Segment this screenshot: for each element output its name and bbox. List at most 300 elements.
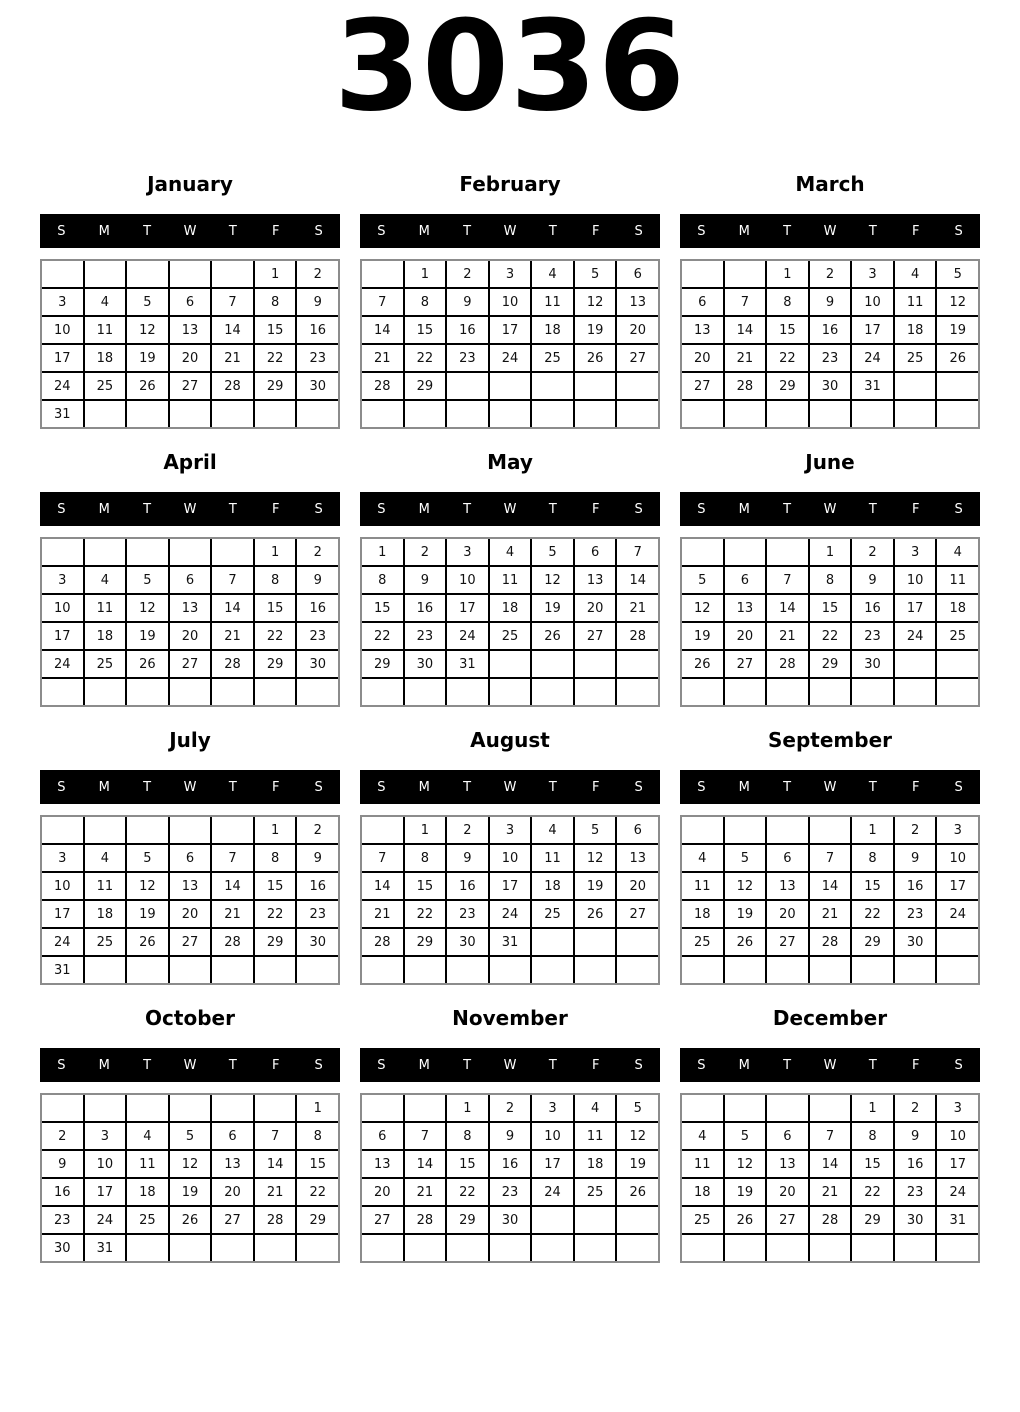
day-cell: 13 [682, 317, 723, 343]
day-cell: 12 [127, 873, 168, 899]
day-cell: 1 [447, 1095, 488, 1121]
day-cell: 15 [362, 595, 403, 621]
day-cell: 3 [42, 567, 83, 593]
day-cell: 7 [212, 845, 253, 871]
day-cell: 19 [532, 595, 573, 621]
empty-day-cell [42, 679, 83, 705]
day-cell: 23 [297, 901, 338, 927]
weekday-label: F [911, 779, 920, 795]
empty-day-cell [852, 679, 893, 705]
day-cell: 6 [170, 567, 211, 593]
day-cell: 27 [170, 929, 211, 955]
day-cell: 10 [532, 1123, 573, 1149]
weekday-header-row [680, 492, 980, 526]
weekday-label: T [868, 779, 877, 795]
day-cell: 19 [725, 1179, 766, 1205]
weekday-label: W [823, 223, 837, 239]
empty-day-cell [447, 373, 488, 399]
day-cell: 24 [490, 345, 531, 371]
empty-day-cell [617, 373, 658, 399]
weekday-label: S [634, 501, 643, 517]
empty-day-cell [937, 1235, 978, 1261]
empty-day-cell [725, 679, 766, 705]
day-cell: 20 [575, 595, 616, 621]
empty-day-cell [575, 373, 616, 399]
day-cell: 10 [42, 873, 83, 899]
day-cell: 5 [725, 1123, 766, 1149]
weekday-label: M [418, 1057, 430, 1073]
empty-day-cell [937, 929, 978, 955]
day-cell: 17 [490, 317, 531, 343]
empty-day-cell [170, 679, 211, 705]
day-cell: 17 [42, 901, 83, 927]
day-cell: 4 [682, 845, 723, 871]
day-cell: 11 [490, 567, 531, 593]
day-cell: 20 [170, 345, 211, 371]
day-cell: 22 [447, 1179, 488, 1205]
day-cell: 17 [490, 873, 531, 899]
empty-day-cell [170, 261, 211, 287]
empty-day-cell [447, 679, 488, 705]
day-cell: 10 [42, 595, 83, 621]
day-cell: 19 [127, 623, 168, 649]
day-cell: 17 [42, 345, 83, 371]
empty-day-cell [767, 957, 808, 983]
day-cell: 19 [725, 901, 766, 927]
empty-day-cell [532, 651, 573, 677]
empty-day-cell [617, 679, 658, 705]
month-title: July [169, 728, 211, 752]
day-cell: 25 [532, 901, 573, 927]
weekday-label: F [591, 779, 600, 795]
day-cell: 30 [895, 1207, 936, 1233]
day-cell: 4 [937, 539, 978, 565]
day-cell: 6 [575, 539, 616, 565]
day-cell: 8 [852, 845, 893, 871]
day-cell: 19 [575, 873, 616, 899]
day-cell: 18 [575, 1151, 616, 1177]
day-cell: 23 [297, 623, 338, 649]
day-cell: 9 [447, 289, 488, 315]
day-cell: 26 [575, 901, 616, 927]
weekday-label: W [183, 779, 197, 795]
day-cell: 1 [362, 539, 403, 565]
day-cell: 27 [212, 1207, 253, 1233]
day-cell: 9 [42, 1151, 83, 1177]
day-cell: 31 [937, 1207, 978, 1233]
day-cell: 4 [85, 289, 126, 315]
weekday-label: M [738, 501, 750, 517]
day-cell: 20 [170, 901, 211, 927]
empty-day-cell [810, 1095, 851, 1121]
day-cell: 6 [362, 1123, 403, 1149]
weekday-label: T [868, 1057, 877, 1073]
day-cell: 23 [405, 623, 446, 649]
day-cell: 25 [85, 373, 126, 399]
day-cell: 21 [362, 901, 403, 927]
empty-day-cell [405, 679, 446, 705]
month-block [680, 710, 980, 985]
day-cell: 15 [852, 873, 893, 899]
month-block [360, 710, 660, 985]
day-cell: 17 [895, 595, 936, 621]
weekday-label: S [377, 779, 386, 795]
day-cell: 15 [405, 317, 446, 343]
weekday-label: T [783, 1057, 792, 1073]
day-cell: 24 [42, 651, 83, 677]
empty-day-cell [617, 957, 658, 983]
day-cell: 5 [575, 261, 616, 287]
weekday-label: F [591, 223, 600, 239]
empty-day-cell [42, 817, 83, 843]
weekday-label: T [228, 223, 237, 239]
day-cell: 3 [852, 261, 893, 287]
day-cell: 11 [682, 873, 723, 899]
day-cell: 30 [297, 651, 338, 677]
day-cell: 20 [767, 901, 808, 927]
weekday-label: F [591, 1057, 600, 1073]
empty-day-cell [212, 261, 253, 287]
day-cell: 25 [85, 651, 126, 677]
day-cell: 15 [255, 595, 296, 621]
weekday-header-row [360, 770, 660, 804]
weekday-label: T [548, 1057, 557, 1073]
day-cell: 29 [810, 651, 851, 677]
day-cell: 11 [532, 845, 573, 871]
day-cell: 21 [810, 901, 851, 927]
month-title: May [487, 450, 533, 474]
day-cell: 13 [575, 567, 616, 593]
day-cell: 14 [255, 1151, 296, 1177]
day-cell: 17 [42, 623, 83, 649]
empty-day-cell [895, 373, 936, 399]
day-cell: 11 [682, 1151, 723, 1177]
day-cell: 17 [447, 595, 488, 621]
day-cell: 29 [255, 929, 296, 955]
day-cell: 29 [852, 1207, 893, 1233]
weekday-label: S [634, 1057, 643, 1073]
day-cell: 20 [617, 873, 658, 899]
empty-day-cell [405, 401, 446, 427]
month-title: August [470, 728, 550, 752]
day-cell: 18 [85, 623, 126, 649]
weekday-label: F [911, 501, 920, 517]
day-cell: 5 [127, 567, 168, 593]
day-cell: 26 [725, 929, 766, 955]
weekday-label: T [868, 223, 877, 239]
month-day-grid [360, 815, 660, 985]
empty-day-cell [42, 539, 83, 565]
weekday-label: S [954, 501, 963, 517]
day-cell: 26 [127, 651, 168, 677]
empty-day-cell [767, 1235, 808, 1261]
empty-day-cell [212, 1095, 253, 1121]
day-cell: 10 [937, 845, 978, 871]
month-day-grid [360, 1093, 660, 1263]
weekday-label: F [271, 1057, 280, 1073]
day-cell: 10 [85, 1151, 126, 1177]
day-cell: 23 [810, 345, 851, 371]
empty-day-cell [362, 1095, 403, 1121]
day-cell: 2 [297, 539, 338, 565]
day-cell: 5 [170, 1123, 211, 1149]
day-cell: 23 [297, 345, 338, 371]
day-cell: 12 [682, 595, 723, 621]
day-cell: 21 [362, 345, 403, 371]
empty-day-cell [895, 1235, 936, 1261]
weekday-label: M [418, 223, 430, 239]
weekday-label: T [463, 223, 472, 239]
day-cell: 26 [937, 345, 978, 371]
empty-day-cell [852, 1235, 893, 1261]
day-cell: 2 [447, 261, 488, 287]
day-cell: 10 [895, 567, 936, 593]
day-cell: 24 [937, 901, 978, 927]
empty-day-cell [42, 261, 83, 287]
weekday-header-row [40, 214, 340, 248]
day-cell: 17 [937, 1151, 978, 1177]
day-cell: 26 [682, 651, 723, 677]
empty-day-cell [810, 1235, 851, 1261]
empty-day-cell [852, 401, 893, 427]
day-cell: 9 [490, 1123, 531, 1149]
month-block [680, 988, 980, 1263]
day-cell: 3 [490, 261, 531, 287]
weekday-label: T [548, 223, 557, 239]
day-cell: 3 [532, 1095, 573, 1121]
empty-day-cell [405, 1235, 446, 1261]
weekday-label: T [143, 501, 152, 517]
weekday-label: M [738, 1057, 750, 1073]
empty-day-cell [85, 679, 126, 705]
day-cell: 14 [212, 873, 253, 899]
day-cell: 9 [447, 845, 488, 871]
month-day-grid [40, 537, 340, 707]
day-cell: 11 [937, 567, 978, 593]
day-cell: 25 [490, 623, 531, 649]
day-cell: 22 [810, 623, 851, 649]
day-cell: 25 [575, 1179, 616, 1205]
day-cell: 10 [937, 1123, 978, 1149]
empty-day-cell [682, 261, 723, 287]
day-cell: 20 [682, 345, 723, 371]
day-cell: 10 [42, 317, 83, 343]
day-cell: 13 [170, 595, 211, 621]
day-cell: 7 [405, 1123, 446, 1149]
day-cell: 15 [297, 1151, 338, 1177]
day-cell: 13 [617, 845, 658, 871]
weekday-label: F [271, 501, 280, 517]
day-cell: 3 [42, 289, 83, 315]
day-cell: 1 [255, 261, 296, 287]
day-cell: 19 [127, 345, 168, 371]
day-cell: 8 [297, 1123, 338, 1149]
day-cell: 28 [212, 929, 253, 955]
day-cell: 3 [490, 817, 531, 843]
weekday-header-row [680, 770, 980, 804]
day-cell: 8 [447, 1123, 488, 1149]
day-cell: 15 [810, 595, 851, 621]
empty-day-cell [937, 373, 978, 399]
day-cell: 16 [42, 1179, 83, 1205]
day-cell: 4 [895, 261, 936, 287]
empty-day-cell [170, 957, 211, 983]
weekday-label: T [783, 779, 792, 795]
day-cell: 16 [490, 1151, 531, 1177]
day-cell: 28 [212, 373, 253, 399]
day-cell: 6 [617, 817, 658, 843]
day-cell: 26 [575, 345, 616, 371]
weekday-label: M [418, 501, 430, 517]
day-cell: 18 [532, 873, 573, 899]
day-cell: 12 [127, 317, 168, 343]
weekday-label: W [503, 223, 517, 239]
day-cell: 29 [362, 651, 403, 677]
day-cell: 15 [447, 1151, 488, 1177]
day-cell: 4 [85, 845, 126, 871]
day-cell: 20 [362, 1179, 403, 1205]
day-cell: 7 [362, 289, 403, 315]
empty-day-cell [85, 261, 126, 287]
day-cell: 28 [405, 1207, 446, 1233]
weekday-label: W [823, 501, 837, 517]
weekday-label: T [868, 501, 877, 517]
day-cell: 3 [937, 817, 978, 843]
day-cell: 29 [405, 373, 446, 399]
weekday-header-row [40, 770, 340, 804]
empty-day-cell [490, 1235, 531, 1261]
empty-day-cell [937, 957, 978, 983]
day-cell: 19 [617, 1151, 658, 1177]
empty-day-cell [447, 1235, 488, 1261]
weekday-label: T [548, 779, 557, 795]
empty-day-cell [127, 817, 168, 843]
day-cell: 25 [682, 1207, 723, 1233]
day-cell: 1 [852, 1095, 893, 1121]
day-cell: 27 [170, 651, 211, 677]
day-cell: 24 [937, 1179, 978, 1205]
empty-day-cell [575, 1235, 616, 1261]
day-cell: 4 [532, 261, 573, 287]
day-cell: 9 [895, 1123, 936, 1149]
day-cell: 27 [682, 373, 723, 399]
month-title: November [452, 1006, 568, 1030]
month-block [40, 988, 340, 1263]
empty-day-cell [127, 1095, 168, 1121]
day-cell: 20 [212, 1179, 253, 1205]
weekday-label: S [697, 223, 706, 239]
day-cell: 3 [895, 539, 936, 565]
day-cell: 23 [447, 345, 488, 371]
weekday-label: S [314, 779, 323, 795]
empty-day-cell [362, 261, 403, 287]
empty-day-cell [895, 679, 936, 705]
weekday-label: M [738, 223, 750, 239]
month-title: January [147, 172, 233, 196]
day-cell: 29 [447, 1207, 488, 1233]
day-cell: 23 [895, 1179, 936, 1205]
day-cell: 18 [682, 901, 723, 927]
day-cell: 17 [852, 317, 893, 343]
day-cell: 29 [405, 929, 446, 955]
weekday-header-row [680, 214, 980, 248]
empty-day-cell [490, 957, 531, 983]
day-cell: 9 [297, 289, 338, 315]
day-cell: 9 [297, 567, 338, 593]
day-cell: 30 [447, 929, 488, 955]
empty-day-cell [255, 1095, 296, 1121]
empty-day-cell [725, 401, 766, 427]
day-cell: 31 [85, 1235, 126, 1261]
empty-day-cell [767, 1095, 808, 1121]
weekday-label: S [697, 501, 706, 517]
day-cell: 29 [767, 373, 808, 399]
day-cell: 26 [725, 1207, 766, 1233]
day-cell: 14 [725, 317, 766, 343]
day-cell: 18 [532, 317, 573, 343]
day-cell: 7 [255, 1123, 296, 1149]
month-day-grid [680, 815, 980, 985]
day-cell: 16 [895, 1151, 936, 1177]
weekday-label: F [591, 501, 600, 517]
empty-day-cell [575, 679, 616, 705]
empty-day-cell [447, 401, 488, 427]
weekday-header-row [360, 492, 660, 526]
empty-day-cell [212, 1235, 253, 1261]
day-cell: 7 [212, 567, 253, 593]
day-cell: 19 [170, 1179, 211, 1205]
day-cell: 6 [617, 261, 658, 287]
day-cell: 30 [895, 929, 936, 955]
day-cell: 12 [575, 845, 616, 871]
empty-day-cell [42, 1095, 83, 1121]
day-cell: 5 [937, 261, 978, 287]
month-block [40, 710, 340, 985]
empty-day-cell [725, 1235, 766, 1261]
day-cell: 16 [447, 317, 488, 343]
day-cell: 9 [405, 567, 446, 593]
day-cell: 13 [617, 289, 658, 315]
day-cell: 16 [297, 595, 338, 621]
day-cell: 16 [297, 873, 338, 899]
day-cell: 12 [532, 567, 573, 593]
weekday-label: M [98, 223, 110, 239]
month-title: March [795, 172, 865, 196]
weekday-label: S [634, 223, 643, 239]
day-cell: 17 [532, 1151, 573, 1177]
day-cell: 10 [490, 845, 531, 871]
empty-day-cell [255, 679, 296, 705]
weekday-label: W [503, 1057, 517, 1073]
empty-day-cell [810, 401, 851, 427]
day-cell: 23 [42, 1207, 83, 1233]
day-cell: 24 [895, 623, 936, 649]
day-cell: 18 [85, 345, 126, 371]
empty-day-cell [810, 957, 851, 983]
empty-day-cell [362, 817, 403, 843]
empty-day-cell [767, 401, 808, 427]
day-cell: 5 [682, 567, 723, 593]
day-cell: 11 [85, 873, 126, 899]
day-cell: 24 [490, 901, 531, 927]
day-cell: 25 [895, 345, 936, 371]
day-cell: 11 [127, 1151, 168, 1177]
day-cell: 1 [767, 261, 808, 287]
month-day-grid [40, 1093, 340, 1263]
day-cell: 8 [852, 1123, 893, 1149]
day-cell: 5 [575, 817, 616, 843]
day-cell: 7 [725, 289, 766, 315]
